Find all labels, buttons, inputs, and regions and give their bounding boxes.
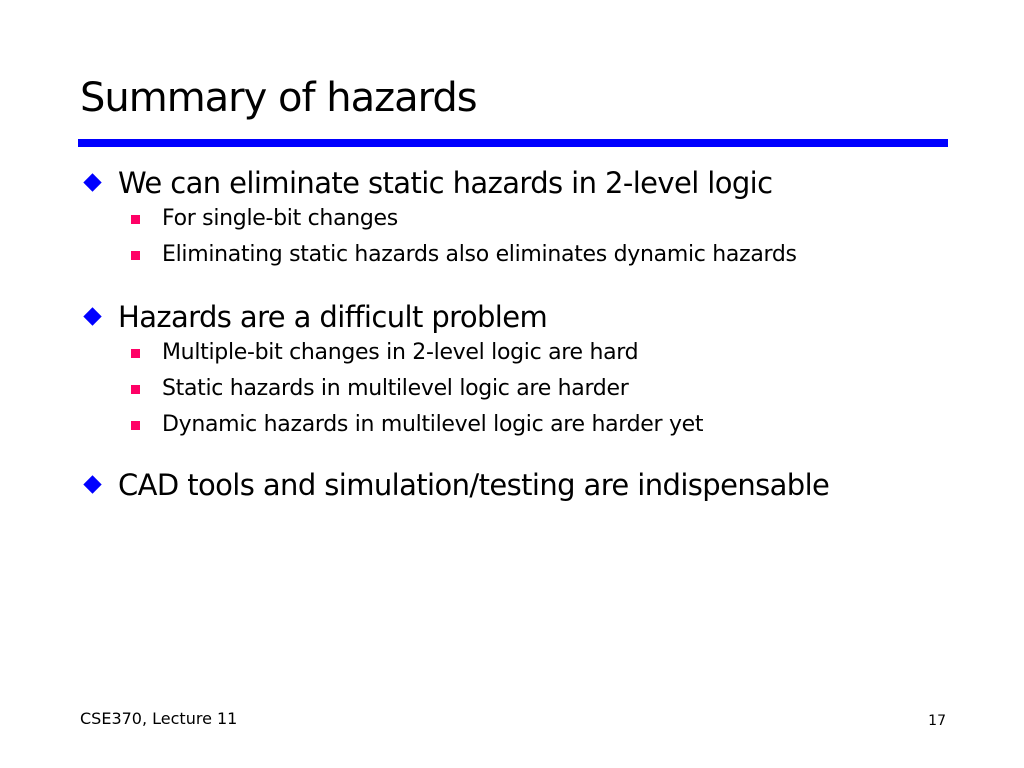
- bullet-3: [80, 467, 829, 503]
- sub-bullet-2-2: [80, 371, 703, 407]
- sub-bullet-1-1: [80, 201, 797, 237]
- sub-bullet-1-2: [80, 237, 797, 273]
- bullet-group-1: [80, 165, 797, 273]
- bullet-group-3: [80, 467, 829, 503]
- bullet-group-2: [80, 299, 703, 443]
- sub-bullet-2-3: [80, 407, 703, 443]
- slide-title: Summary of hazards: [80, 75, 477, 121]
- bullet-2: [80, 299, 703, 335]
- sub-bullet-2-3-text: Dynamic hazards in multilevel logic are harder yet: [162, 412, 704, 437]
- sub-bullet-2-2-text: Static hazards in multilevel logic are harder: [162, 376, 629, 401]
- sub-bullet-2-1: [80, 335, 703, 371]
- square-bullet-icon: [131, 385, 140, 394]
- square-bullet-icon: [131, 421, 140, 430]
- bullet-2-text: Hazards are a difficult problem: [118, 300, 548, 334]
- sub-bullet-1-1-text: For single-bit changes: [162, 206, 398, 231]
- sub-bullet-1-2-text: Eliminating static hazards also eliminates dynamic hazards: [162, 242, 797, 267]
- diamond-bullet-icon: [83, 475, 101, 493]
- square-bullet-icon: [131, 349, 140, 358]
- page-number: 17: [928, 713, 946, 729]
- bullet-1: [80, 165, 797, 201]
- bullet-3-text: CAD tools and simulation/testing are indispensable: [118, 468, 830, 502]
- diamond-bullet-icon: [83, 173, 101, 191]
- footer-course: CSE370, Lecture 11: [80, 709, 238, 728]
- diamond-bullet-icon: [83, 307, 101, 325]
- title-underline: [78, 139, 948, 147]
- square-bullet-icon: [131, 251, 140, 260]
- bullet-1-text: We can eliminate static hazards in 2-level logic: [118, 166, 773, 200]
- square-bullet-icon: [131, 215, 140, 224]
- sub-bullet-2-1-text: Multiple-bit changes in 2-level logic are hard: [162, 340, 639, 365]
